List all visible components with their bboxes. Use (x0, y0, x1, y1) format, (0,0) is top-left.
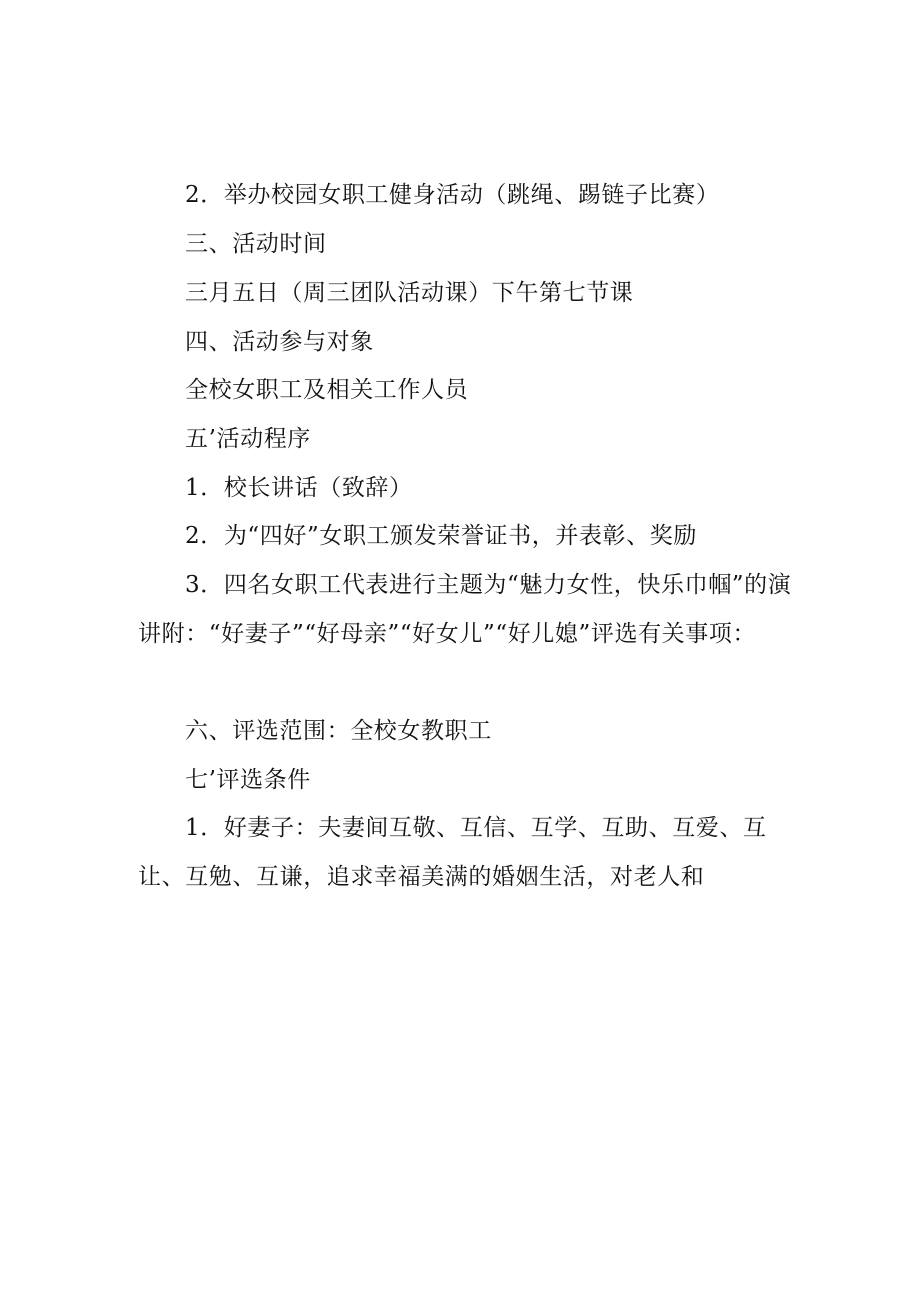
heading-selection-criteria: 七’评选条件 (185, 767, 311, 793)
heading-activity-procedure: 五’活动程序 (185, 426, 311, 452)
paragraph-good-wife-criteria: 1．好妻子：夫妻间互敬、互信、互学、互助、互爱、互让、互勉、互谦，追求幸福美满的婚姻生活，对老人和 (138, 815, 767, 890)
paragraph-award-ceremony: 2．为“四好”女职工颁发荣誉证书，并表彰、奖励 (185, 523, 697, 549)
heading-selection-scope: 六、评选范围：全校女教职工 (185, 718, 492, 744)
paragraph-participants: 全校女职工及相关工作人员 (185, 377, 469, 403)
paragraph-representative-speech: 3．四名女职工代表进行主题为“魅力女性，快乐巾帼”的演讲附：“好妻子”“好母亲”“好女儿”“好儿媳”评选有关事项： (138, 572, 792, 647)
heading-participants: 四、活动参与对象 (185, 329, 374, 355)
paragraph-fitness-activity: 2．举办校园女职工健身活动（跳绳、踢链子比赛） (185, 182, 720, 208)
paragraph-activity-time: 三月五日（周三团队活动课）下午第七节课 (185, 280, 634, 306)
heading-activity-time: 三、活动时间 (185, 231, 327, 257)
paragraph-principal-speech: 1．校长讲话（致辞） (185, 475, 413, 501)
